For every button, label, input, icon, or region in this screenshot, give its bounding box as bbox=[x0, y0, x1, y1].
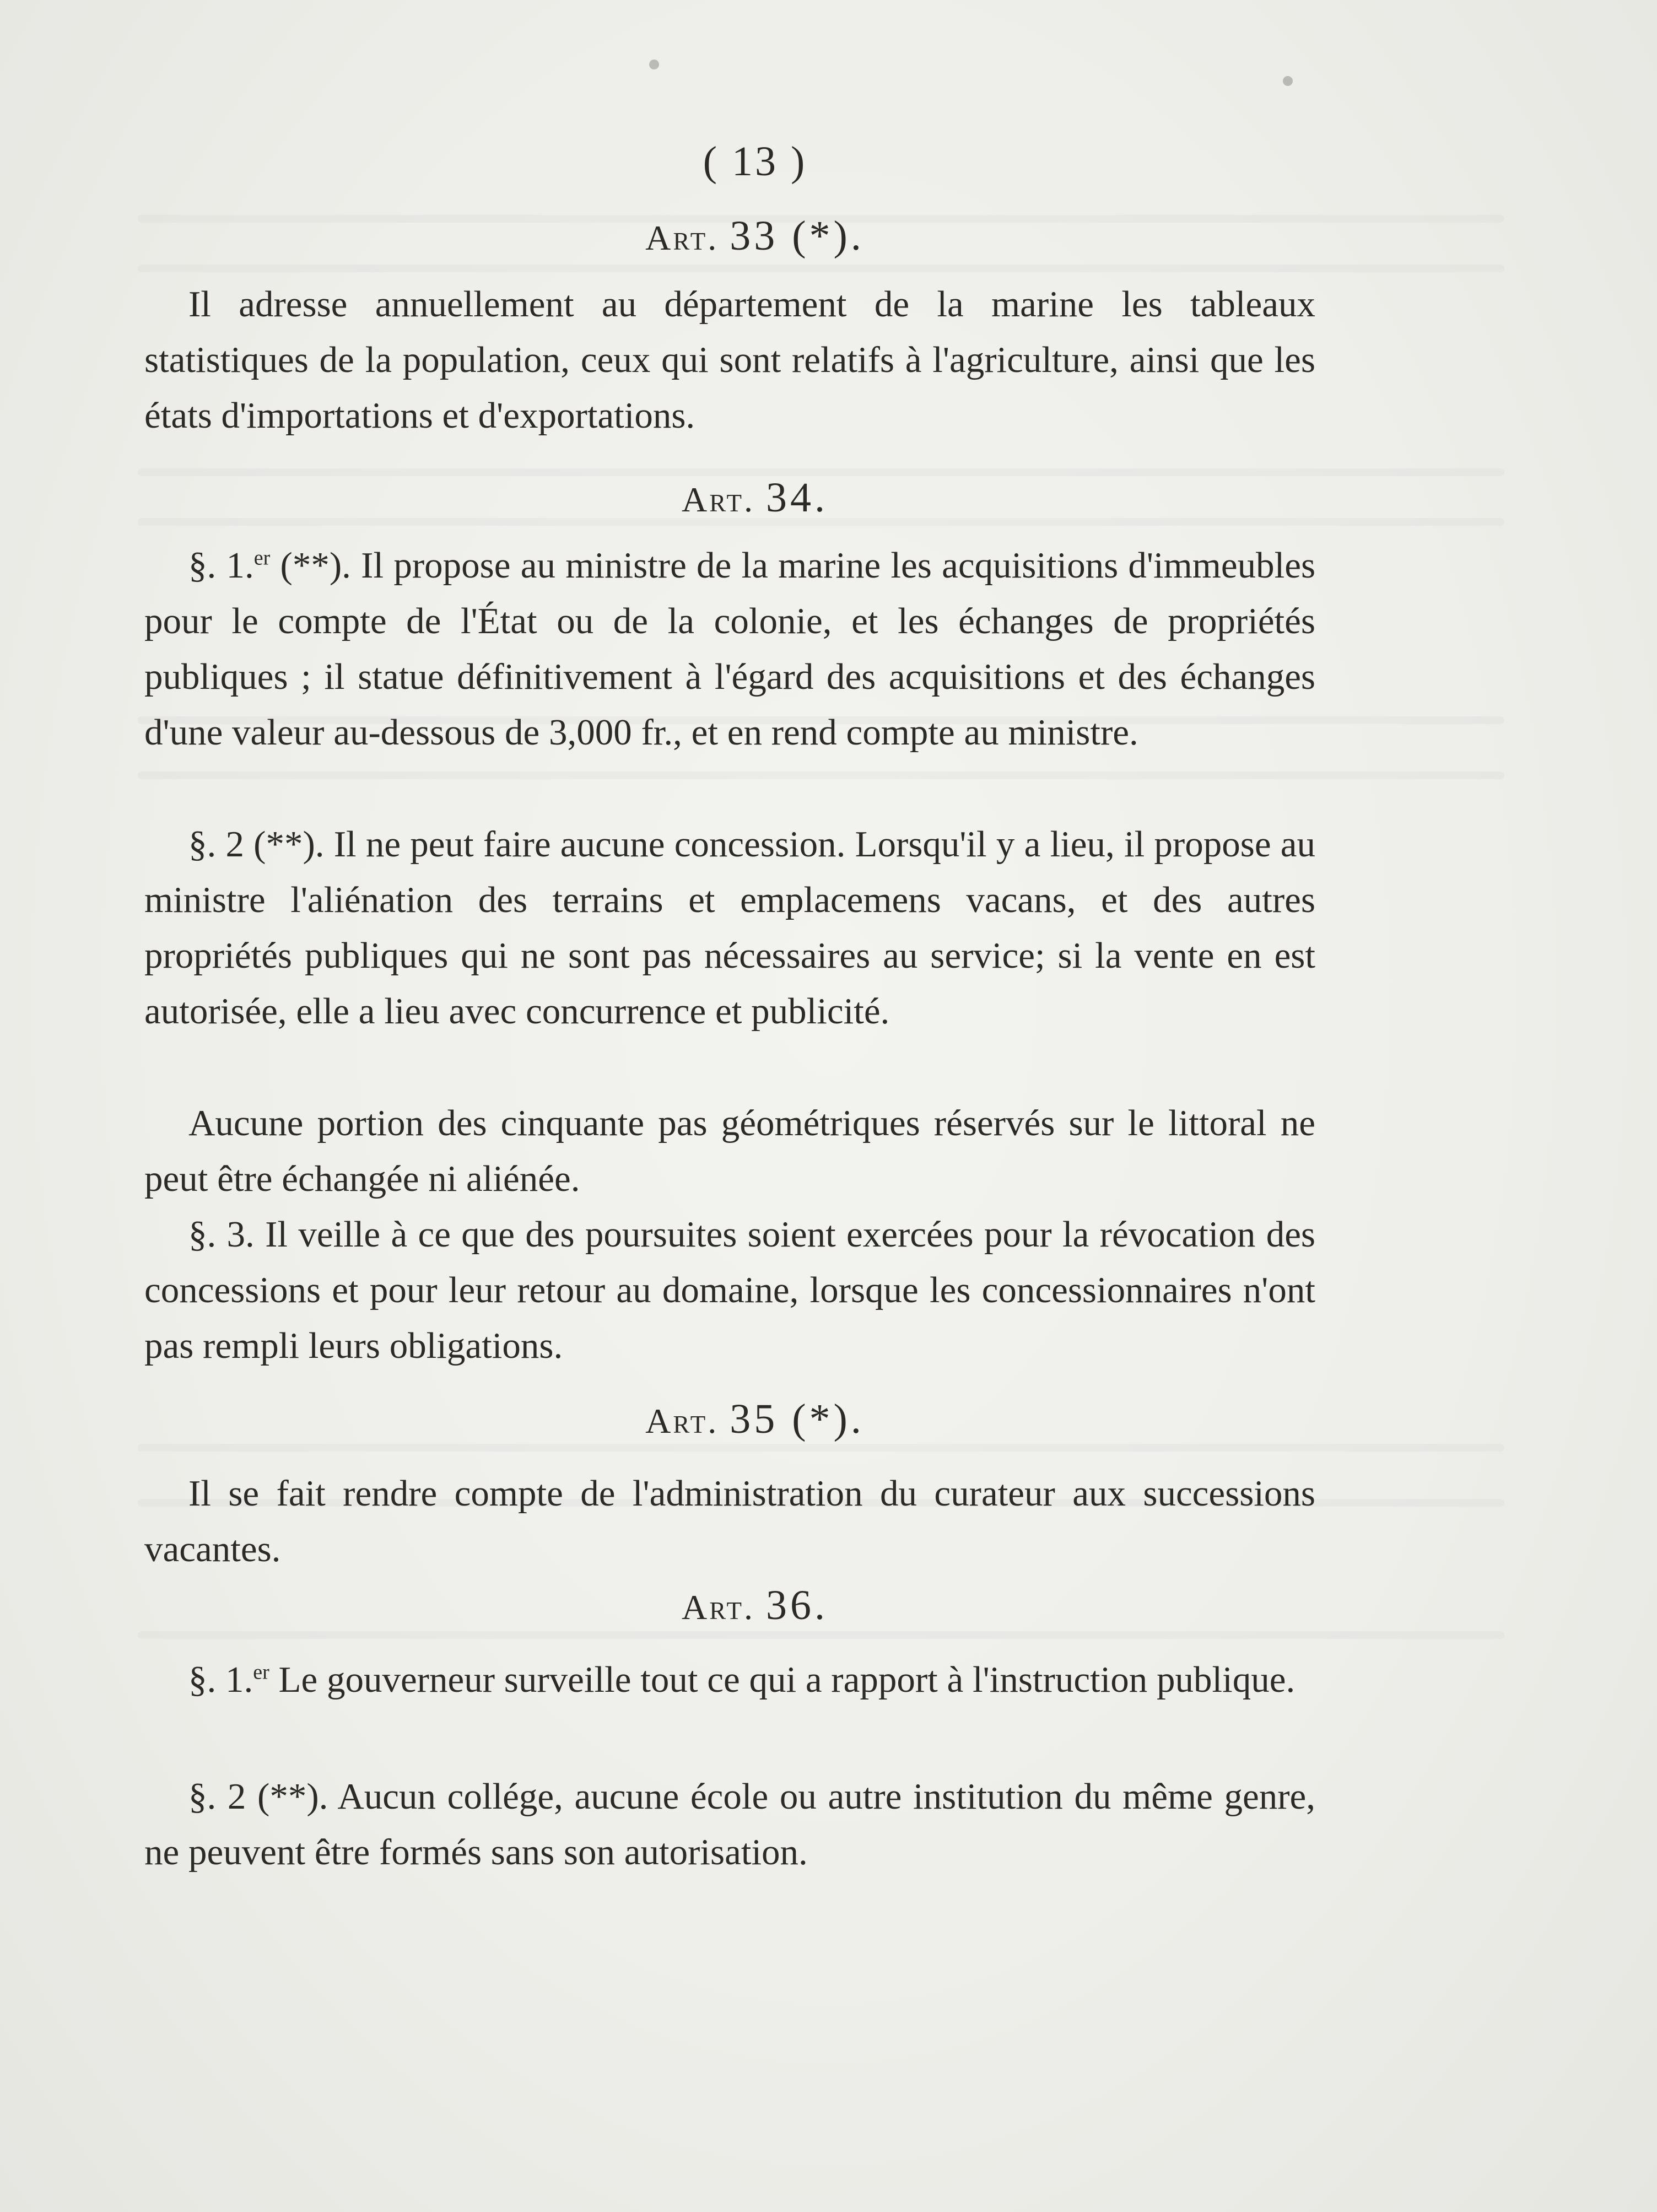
bleed-through-mark bbox=[138, 1631, 1504, 1639]
article-paragraph: Il adresse annuellement au département de la marine les tableaux statistiques de la population, ceux qui sont relatifs à l'agriculture, ainsi que les états d'importations et d'exportations. bbox=[144, 284, 1315, 436]
paragraph-text: (**). Il ne peut faire aucune concession. Lorsqu'il y a lieu, il propose au ministre l'aliénation des terrains et emplacemens vacans, et des autres propriétés publiques qui ne sont pas nécessaires au service; si la vente en est autorisée, elle a lieu avec concurrence et publicité. bbox=[144, 824, 1315, 1032]
article-paragraph bbox=[144, 817, 1315, 1039]
article-heading-prefix: Art. bbox=[681, 480, 755, 519]
article-heading bbox=[0, 212, 1510, 260]
paper-spot bbox=[1283, 76, 1293, 86]
bleed-through-mark bbox=[138, 1444, 1504, 1452]
paragraph-text: (**). Aucun collége, aucune école ou autre institution du même genre, ne peuvent être formés sans son autorisation. bbox=[144, 1776, 1315, 1873]
article-heading-number: 34. bbox=[766, 474, 829, 521]
article-paragraph bbox=[144, 538, 1315, 760]
article-heading-prefix: Art. bbox=[645, 1401, 719, 1441]
section-marker: §. 3. bbox=[188, 1214, 255, 1255]
article-paragraph bbox=[144, 1207, 1315, 1374]
article-heading-prefix: Art. bbox=[645, 218, 719, 257]
section-marker-superscript: er bbox=[253, 546, 271, 570]
article-heading-number: 35 (*). bbox=[730, 1396, 865, 1442]
article-heading-number: 36. bbox=[766, 1582, 829, 1628]
paragraph-text: Il veille à ce que des poursuites soient exercées pour la révocation des concessions et pour leur retour au domaine, lorsque les concessionnaires n'ont pas rempli leurs obligations. bbox=[144, 1214, 1316, 1366]
page-number: ( 13 ) bbox=[703, 138, 807, 185]
article-heading-prefix: Art. bbox=[681, 1588, 755, 1627]
bleed-through-mark bbox=[138, 771, 1504, 779]
paragraph-text: (**). Il propose au ministre de la marine les acquisitions d'immeubles pour le compte de l'État ou de la colonie, et les échanges de propriétés publiques ; il statue définitivement à l'égard des acquisitions et des échanges d'une valeur au-dessous de 3,000 fr., et en rend compte au ministre. bbox=[144, 545, 1316, 753]
article-paragraph: Aucune portion des cinquante pas géométriques réservés sur le littoral ne peut être échangée ni aliénée. bbox=[144, 1103, 1315, 1199]
section-marker-superscript: er bbox=[253, 1660, 269, 1684]
article-heading bbox=[0, 1582, 1510, 1630]
paper-spot bbox=[649, 60, 659, 69]
section-marker: §. 1. bbox=[188, 545, 254, 586]
article-heading-number: 33 (*). bbox=[730, 213, 865, 259]
article-paragraph: Il se fait rendre compte de l'administration du curateur aux successions vacantes. bbox=[144, 1473, 1315, 1569]
paragraph-text: Le gouverneur surveille tout ce qui a rapport à l'instruction publique. bbox=[269, 1659, 1296, 1700]
section-marker: §. 1. bbox=[188, 1659, 253, 1700]
article-paragraph bbox=[144, 1769, 1315, 1880]
section-marker: §. 2 bbox=[188, 824, 244, 865]
article-heading bbox=[0, 474, 1510, 522]
bleed-through-mark bbox=[138, 265, 1504, 272]
section-marker: §. 2 bbox=[188, 1776, 246, 1817]
article-paragraph bbox=[144, 1652, 1315, 1708]
article-heading bbox=[0, 1395, 1510, 1443]
